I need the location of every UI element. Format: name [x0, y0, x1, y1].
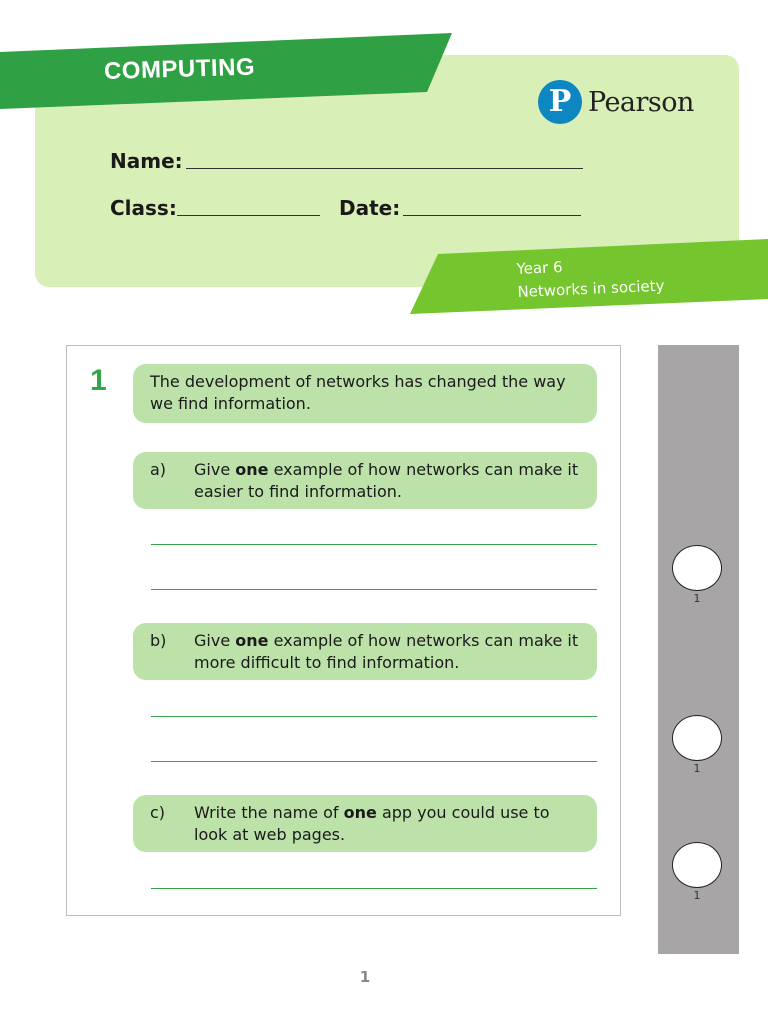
topic-tag-text: [516, 252, 665, 304]
part-c-label: c): [150, 803, 166, 822]
date-field[interactable]: [403, 215, 581, 216]
answer-line-b2[interactable]: [151, 761, 597, 762]
date-label: Date:: [339, 196, 401, 220]
class-field[interactable]: [177, 215, 320, 216]
emphasis-one: one: [235, 631, 269, 650]
answer-line-c1[interactable]: [151, 888, 597, 889]
part-b-label: b): [150, 631, 167, 650]
marks-available-c: 1: [693, 889, 701, 902]
part-a-text: Give one example of how networks can make it easier to find information.: [194, 460, 579, 501]
answer-line-a1[interactable]: [151, 544, 597, 545]
part-a-label: a): [150, 460, 167, 479]
page-number: 1: [359, 968, 371, 986]
pearson-p-icon: P: [538, 80, 582, 124]
answer-line-a2[interactable]: [151, 589, 597, 590]
marks-available-a: 1: [693, 592, 701, 605]
class-label: Class:: [110, 196, 177, 220]
part-b-prompt: [133, 623, 597, 680]
part-b-text: Give one example of how networks can make it more difficult to find information.: [194, 631, 579, 672]
mark-box-c[interactable]: [672, 842, 722, 888]
unit-label: Networks in society: [517, 276, 665, 301]
pearson-wordmark: Pearson: [588, 86, 694, 118]
pearson-logo: [538, 80, 694, 124]
subject-title: COMPUTING: [103, 53, 256, 85]
mark-box-b[interactable]: [672, 715, 722, 761]
mark-box-a[interactable]: [672, 545, 722, 591]
name-label: Name:: [110, 149, 183, 173]
emphasis-one: one: [343, 803, 377, 822]
question-stem: [133, 364, 597, 423]
part-c-prompt: [133, 795, 597, 852]
marks-available-b: 1: [693, 762, 701, 775]
emphasis-one: one: [235, 460, 269, 479]
name-field[interactable]: [186, 168, 583, 169]
year-label: Year 6: [516, 257, 563, 278]
part-c-text: Write the name of one app you could use to look at web pages.: [194, 803, 550, 844]
question-stem-text: The development of networks has changed the way we find information.: [150, 372, 566, 413]
answer-line-b1[interactable]: [151, 716, 597, 717]
part-a-prompt: [133, 452, 597, 509]
question-number: 1: [90, 364, 107, 397]
